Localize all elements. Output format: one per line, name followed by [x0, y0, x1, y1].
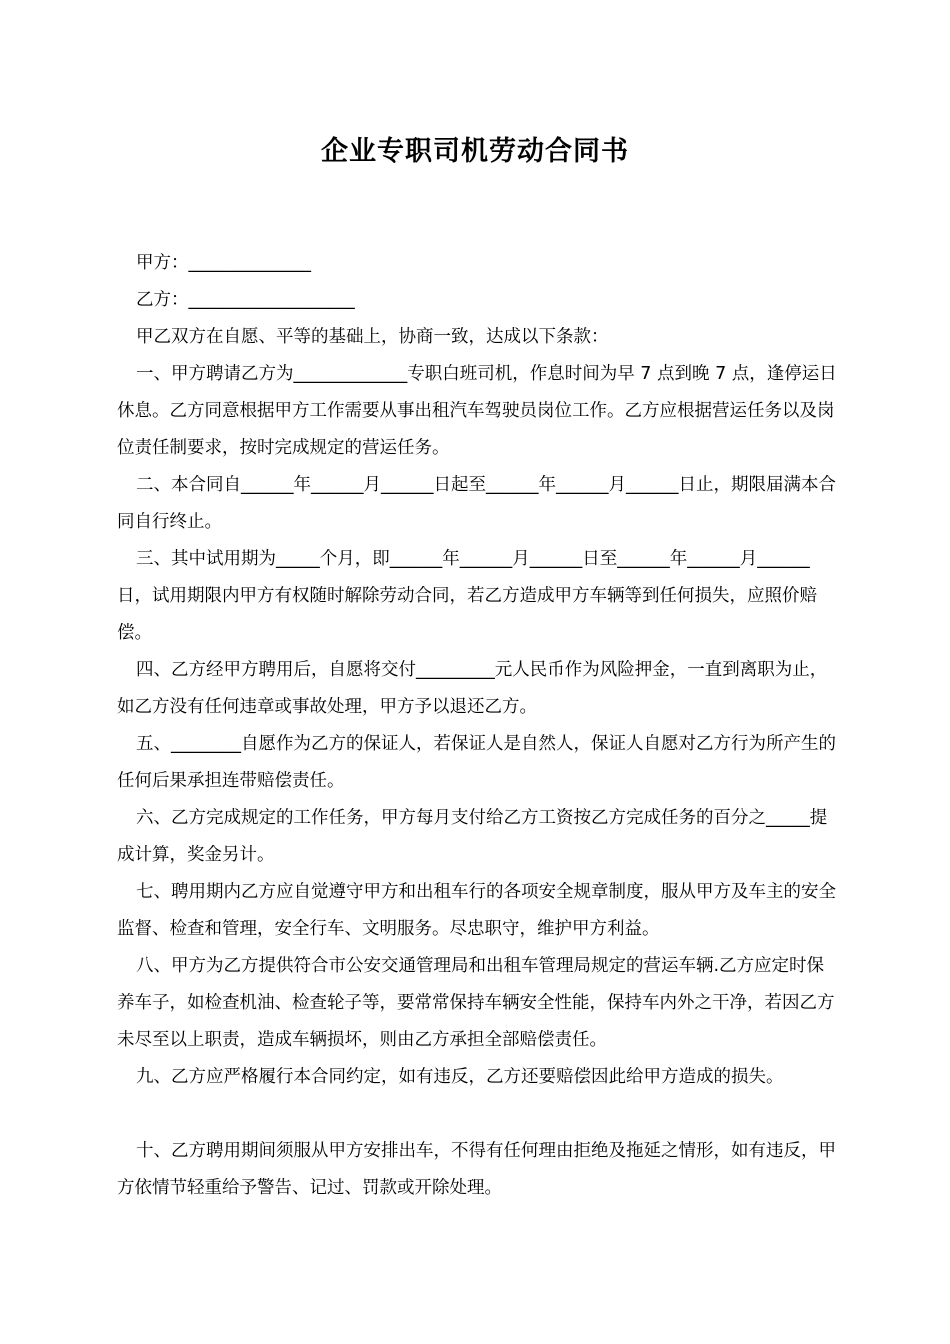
clause-4: 四、乙方经甲方聘用后，自愿将交付_________元人民币作为风险押金，一直到离职为止，如乙方没有任何违章或事故处理，甲方予以退还乙方。 — [117, 660, 828, 717]
clause-6: 六、乙方完成规定的工作任务，甲方每月支付给乙方工资按乙方完成任务的百分之_____提成计算，奖金另计。 — [117, 808, 828, 865]
document-body — [117, 245, 837, 1207]
document-title: 企业专职司机劳动合同书 — [321, 136, 629, 167]
clause-10: 十、乙方聘用期间须服从甲方安排出车，不得有任何理由拒绝及拖延之情形，如有违反，甲方依情节轻重给予警告、记过、罚款或开除处理。 — [117, 1141, 836, 1198]
party-b-line: 乙方：___________________ — [136, 290, 355, 310]
clause-7: 七、聘用期内乙方应自觉遵守甲方和出租车行的各项安全规章制度，服从甲方及车主的安全监督、检查和管理，安全行车、文明服务。尽忠职守，维护甲方利益。 — [117, 882, 836, 939]
clause-9: 九、乙方应严格履行本合同约定，如有违反，乙方还要赔偿因此给甲方造成的损失。 — [136, 1067, 784, 1087]
intro-paragraph: 甲乙双方在自愿、平等的基础上，协商一致，达成以下条款： — [136, 327, 609, 347]
clause-3: 三、其中试用期为_____个月，即______年______月______日至______年______月______日，试用期限内甲方有权随时解除劳动合同，若乙方造成甲方车辆等到任何损失，应照价赔偿。 — [117, 549, 817, 643]
clause-5: 五、________自愿作为乙方的保证人，若保证人是自然人，保证人自愿对乙方行为所产生的任何后果承担连带赔偿责任。 — [117, 734, 836, 791]
clause-1: 一、甲方聘请乙方为_____________专职白班司机，作息时间为早 7 点到晚 7 点，逢停运日休息。乙方同意根据甲方工作需要从事出租汽车驾驶员岗位工作。乙方应根据营运任务以及岗位责任制要求，按时完成规定的营运任务。 — [117, 364, 837, 458]
clause-2: 二、本合同自______年______月______日起至______年______月______日止，期限届满本合同自行终止。 — [117, 475, 836, 532]
party-a-line: 甲方：______________ — [136, 253, 311, 273]
clause-8: 八、甲方为乙方提供符合市公安交通管理局和出租车管理局规定的营运车辆.乙方应定时保养车子，如检查机油、检查轮子等，要常常保持车辆安全性能，保持车内外之干净，若因乙方未尽至以上职责，造成车辆损坏，则由乙方承担全部赔偿责任。 — [117, 956, 835, 1050]
